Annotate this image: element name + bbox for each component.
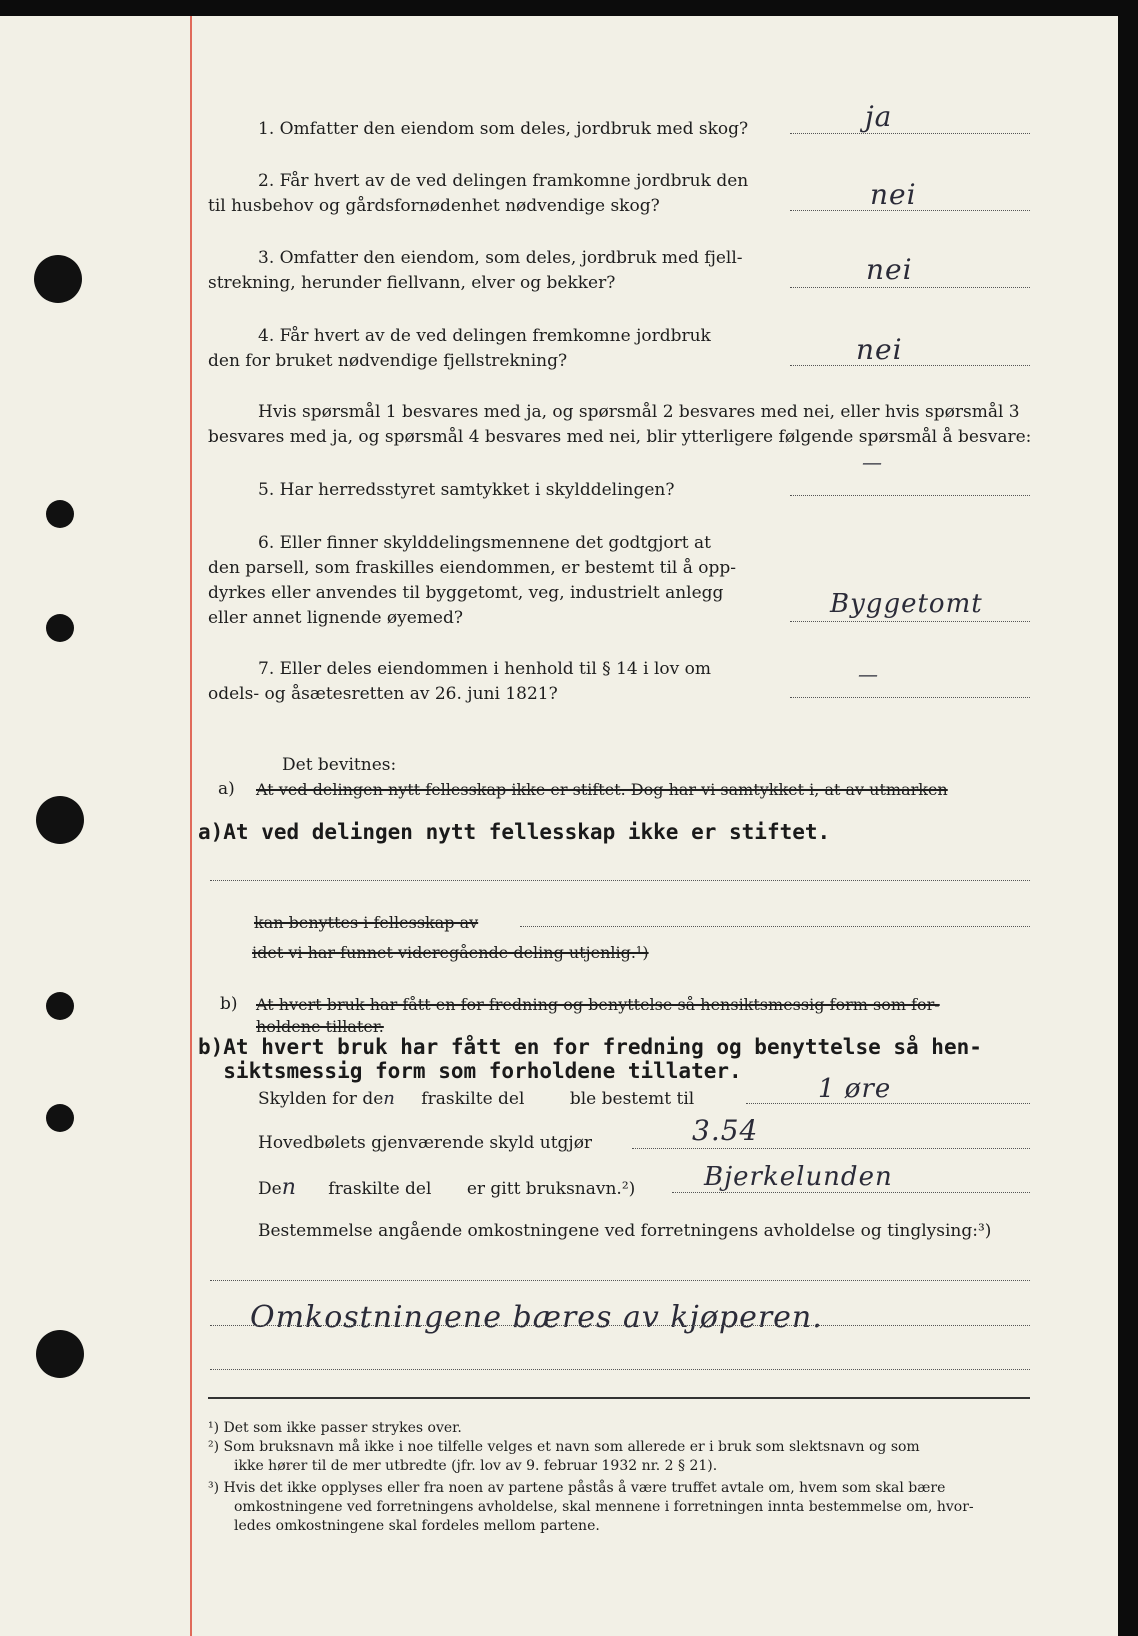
answer-line (790, 287, 1030, 288)
fill-line (210, 1325, 1030, 1326)
answer-1: ja (865, 100, 893, 133)
question-3-line-1: 3. Omfatter den eiendom, som deles, jordbruk med fjell- (258, 248, 743, 268)
punch-hole (46, 500, 74, 528)
answer-4: nei (856, 333, 903, 366)
answer-5: — (862, 450, 883, 474)
hovedbol-value: 3.54 (692, 1114, 759, 1147)
footnote-3-line-1: ³) Hvis det ikke opplyses eller fra noen av partene påstås å være truffet avtale om, hvem som skal bære (208, 1480, 946, 1496)
question-2 (208, 169, 788, 219)
navn-label-b: fraskilte del (328, 1179, 432, 1199)
answer-7: — (858, 662, 879, 686)
footnote-1: ¹) Det som ikke passer strykes over. (208, 1420, 462, 1436)
fill-line (632, 1148, 1030, 1149)
skyld-label-a: Skylden for de (258, 1089, 384, 1109)
navn-hand-n: n (281, 1175, 297, 1200)
answer-line (790, 697, 1030, 698)
question-2-line-1: 2. Får hvert av de ved delingen framkomne jordbruk den (258, 171, 749, 191)
skyld-hand-n: n (383, 1088, 396, 1109)
question-7 (208, 657, 788, 707)
footnote-2-line-1: ²) Som bruksnavn må ikke i noe tilfelle velges et navn som allerede er i bruk som slektsnavn og som (208, 1439, 920, 1455)
footnote-2-line-2: ikke hører til de mer utbredte (jfr. lov av 9. februar 1932 nr. 2 § 21). (234, 1458, 718, 1474)
question-4-line-2: den for bruket nødvendige fjellstrekning? (208, 351, 568, 371)
attest-heading: Det bevitnes: (282, 755, 397, 775)
instructions-line-2: besvares med ja, og spørsmål 4 besvares med nei, blir ytterligere følgende spørsmål å besvare: (208, 427, 1032, 447)
fill-line (210, 1369, 1030, 1370)
red-margin-line (190, 16, 192, 1636)
attest-b-typed-1: b)At hvert bruk har fått en for fredning og benyttelse så hen- (198, 1035, 982, 1059)
punch-hole (46, 614, 74, 642)
question-6-line-1: 6. Eller finner skylddelingsmennene det godtgjort at (258, 533, 711, 553)
fill-line (210, 1280, 1030, 1281)
footnote-divider (208, 1397, 1030, 1399)
answer-line (790, 495, 1030, 496)
question-1: 1. Omfatter den eiendom som deles, jordbruk med skog? (258, 119, 749, 139)
question-3-line-2: strekning, herunder fiellvann, elver og bekker? (208, 273, 616, 293)
attest-a-struck-3: idet vi har funnet videregående deling utjenlig.¹) (252, 943, 649, 962)
question-4-line-1: 4. Får hvert av de ved delingen fremkomne jordbruk (258, 326, 711, 346)
bruksnavn-label (258, 1175, 635, 1202)
question-4 (208, 324, 788, 374)
attest-b-struck-1: At hvert bruk har fått en for fredning og benyttelse så hensiktsmessig form som for- (256, 995, 940, 1014)
question-6-line-4: eller annet lignende øyemed? (208, 608, 463, 628)
punch-hole (46, 992, 74, 1020)
attest-b-struck-2: holdene tillater. (256, 1017, 384, 1036)
question-2-line-2: til husbehov og gårdsfornødenhet nødvendige skog? (208, 196, 660, 216)
punch-hole (36, 796, 84, 844)
instructions-line-1: Hvis spørsmål 1 besvares med ja, og spørsmål 2 besvares med nei, eller hvis spørsmål 3 (258, 402, 1020, 422)
attest-a-typed: a)At ved delingen nytt fellesskap ikke er stiftet. (198, 820, 831, 844)
question-7-line-1: 7. Eller deles eiendommen i henhold til § 14 i lov om (258, 659, 711, 679)
skyld-label (258, 1086, 694, 1112)
attest-a-struck-2: kan benyttes i fellesskap av (254, 913, 479, 932)
attest-a-struck-text: At ved delingen nytt fellesskap ikke er stiftet. Dog har vi samtykket i, at av utmarken (256, 780, 948, 799)
omkostninger-label: Bestemmelse angående omkostningene ved forretningens avholdelse og tinglysing:³) (258, 1221, 992, 1241)
punch-hole (46, 1104, 74, 1132)
answer-line (790, 365, 1030, 366)
answer-line (790, 133, 1030, 134)
skyld-value: 1 øre (818, 1074, 892, 1104)
question-3 (208, 246, 788, 296)
conditional-instructions (208, 400, 1038, 450)
answer-6: Byggetomt (830, 589, 983, 619)
skyld-label-c: ble bestemt til (569, 1089, 695, 1109)
punch-hole (34, 255, 82, 303)
hovedbol-label: Hovedbølets gjenværende skyld utgjør (258, 1133, 593, 1153)
footnote-3-line-2: omkostningene ved forretningens avholdelse, skal mennene i forretningen innta bestemmelse om, hvor- (234, 1499, 974, 1515)
attest-b-typed-2: siktsmessig form som forholdene tillater. (198, 1059, 742, 1083)
answer-2: nei (870, 178, 917, 211)
skyld-label-b: fraskilte del (421, 1089, 525, 1109)
question-6-line-2: den parsell, som fraskilles eiendommen, er bestemt til å opp- (208, 558, 737, 578)
question-6-line-3: dyrkes eller anvendes til byggetomt, veg, industrielt anlegg (208, 583, 724, 603)
attest-b-label: b) (220, 994, 238, 1014)
navn-label-a: De (258, 1179, 282, 1199)
fill-line (210, 880, 1030, 881)
footnote-3 (208, 1479, 1030, 1536)
punch-hole (36, 1330, 84, 1378)
navn-label-c: er gitt bruksnavn.²) (466, 1179, 636, 1199)
bruksnavn-value: Bjerkelunden (704, 1162, 893, 1192)
question-5: 5. Har herredsstyret samtykket i skylddelingen? (258, 480, 675, 500)
question-6 (208, 531, 788, 631)
answer-3: nei (866, 253, 913, 286)
footnote-3-line-3: ledes omkostningene skal fordeles mellom partene. (234, 1518, 600, 1534)
omkostninger-value: Omkostningene bæres av kjøperen. (250, 1300, 823, 1335)
attest-a-label: a) (218, 779, 235, 799)
footnote-2 (208, 1438, 1030, 1476)
question-7-line-2: odels- og åsætesretten av 26. juni 1821? (208, 684, 558, 704)
fill-line (520, 926, 1030, 927)
answer-line (790, 621, 1030, 622)
fill-line (672, 1192, 1030, 1193)
